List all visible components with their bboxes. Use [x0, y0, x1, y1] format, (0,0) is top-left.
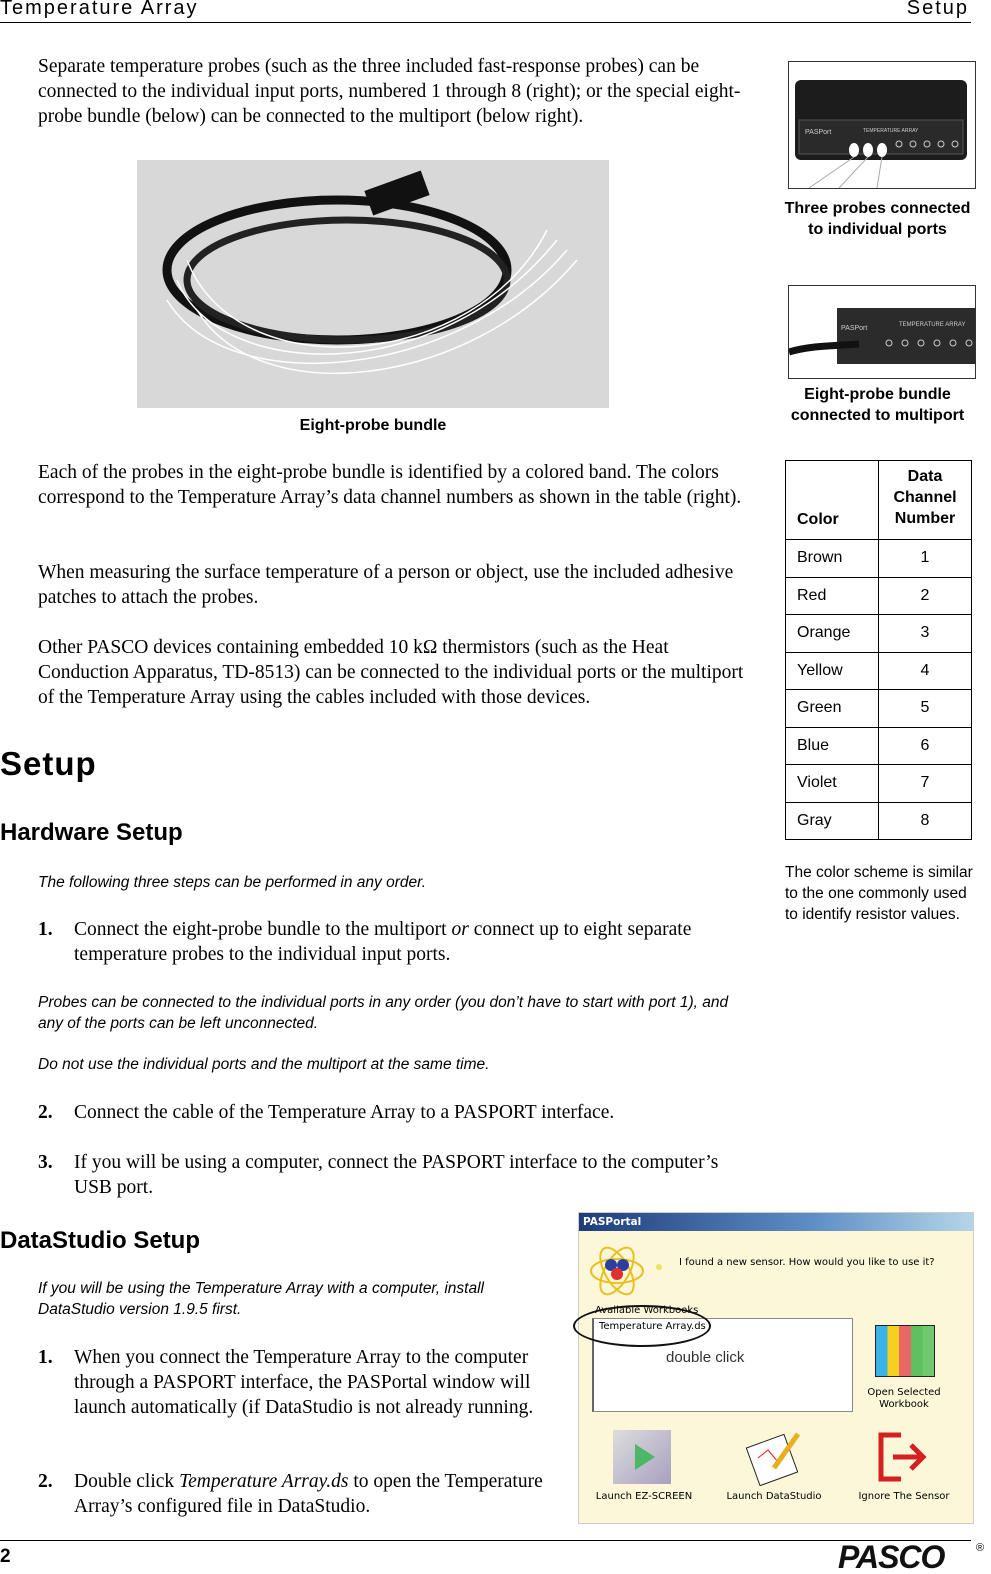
- header-section: Setup: [906, 0, 969, 19]
- table-row: [786, 652, 972, 690]
- color-cell: Violet: [786, 765, 879, 803]
- step-text: When you connect the Temperature Array to the computer through a PASPORT interface, the PASPortal window will launch automatically (if DataStudio is not already running.: [74, 1347, 534, 1418]
- three-probes-caption: Three probes connected to individual ports: [784, 200, 971, 238]
- header-title: Temperature Array: [0, 0, 199, 19]
- color-cell: Yellow: [786, 652, 879, 690]
- hardware-step-2: [38, 1100, 750, 1125]
- color-cell: Blue: [786, 727, 879, 765]
- channel-cell: 7: [879, 765, 972, 803]
- channel-cell: 2: [879, 577, 972, 615]
- svg-text:PASPort: PASPort: [805, 129, 832, 136]
- ez-screen-icon[interactable]: [613, 1430, 671, 1484]
- pasportal-window: [578, 1212, 974, 1524]
- sensor-message: I found a new sensor. How would you like to use it?: [679, 1257, 935, 1268]
- color-cell: Red: [786, 577, 879, 615]
- ports-note: Probes can be connected to the individual ports in any order (you don’t have to start with port 1), and any of the ports can be left unconnected.: [38, 994, 729, 1032]
- step-number: 2.: [38, 1102, 53, 1123]
- three-probes-photo: [788, 61, 976, 189]
- step-number: 1.: [38, 1347, 53, 1368]
- datastudio-step-1: [38, 1345, 558, 1420]
- svg-text:TEMPERATURE ARRAY: TEMPERATURE ARRAY: [899, 322, 966, 328]
- launch-datastudio-button[interactable]: Launch DataStudio: [726, 1491, 822, 1502]
- channel-cell: 5: [879, 690, 972, 728]
- table-row: [786, 727, 972, 765]
- intro-paragraph: Separate temperature probes (such as the three included fast-response probes) can be connected to the individual input ports, numbered 1 through 8 (right); or the special eight-probe bundle (below) can be connected to the multiport (below right).: [38, 56, 741, 127]
- workbook-icon[interactable]: [875, 1325, 935, 1377]
- page-number: 2: [0, 1546, 11, 1567]
- color-cell: Green: [786, 690, 879, 728]
- color-cell: Brown: [786, 540, 879, 578]
- ignore-sensor-icon[interactable]: [877, 1431, 933, 1483]
- svg-text:PASPort: PASPort: [841, 325, 868, 332]
- channel-cell: 6: [879, 727, 972, 765]
- setup-heading: Setup: [0, 745, 97, 782]
- table-row: [786, 690, 972, 728]
- color-cell: Gray: [786, 802, 879, 840]
- highlight-ellipse: [573, 1305, 711, 1347]
- step-number: 3.: [38, 1152, 53, 1173]
- table-row: [786, 577, 972, 615]
- step-number: 2.: [38, 1471, 53, 1492]
- footer-rule: [0, 1540, 971, 1541]
- step-text: If you will be using a computer, connect the PASPORT interface to the computer’s USB port.: [74, 1152, 719, 1198]
- pasco-logo: PASCO: [838, 1539, 945, 1574]
- color-channel-table: [785, 460, 972, 840]
- table-note: The color scheme is similar to the one commonly used to identify resistor values.: [785, 864, 973, 923]
- channel-cell: 1: [879, 540, 972, 578]
- hardware-step-3: [38, 1150, 750, 1200]
- atom-mascot-icon: [587, 1241, 672, 1301]
- bundle-multiport-caption: Eight-probe bundle connected to multiport: [790, 386, 965, 424]
- hardware-setup-heading: Hardware Setup: [0, 819, 183, 846]
- table-row: [786, 615, 972, 653]
- color-cell: Orange: [786, 615, 879, 653]
- eight-probe-bundle-photo: [137, 160, 609, 408]
- table-row: [786, 802, 972, 840]
- datastudio-note: If you will be using the Temperature Array with a computer, install DataStudio version 1.9.5 first.: [38, 1280, 484, 1318]
- step-number: 1.: [38, 919, 53, 940]
- launch-ez-screen-button[interactable]: Launch EZ-SCREEN: [595, 1491, 693, 1502]
- table-row: [786, 765, 972, 803]
- paragraph: When measuring the surface temperature of a person or object, use the included adhesive patches to attach the probes.: [38, 562, 734, 608]
- open-workbook-button[interactable]: Open Selected Workbook: [867, 1387, 941, 1410]
- channel-cell: 3: [879, 615, 972, 653]
- double-click-annotation: double click: [666, 1349, 745, 1366]
- hardware-step-1: [38, 917, 750, 967]
- hardware-note: The following three steps can be performed in any order.: [38, 874, 426, 891]
- paragraph: Other PASCO devices containing embedded 10 kΩ thermistors (such as the Heat Conduction Apparatus, TD-8513) can be connected to the individual ports or the multiport of the Temperature Array using the cables included with those devices.: [38, 637, 744, 708]
- step-text-or: or: [451, 919, 469, 940]
- step-text: Connect the eight-probe bundle to the multiport: [74, 919, 452, 940]
- column-header-channel: Data Channel Number: [879, 461, 972, 540]
- datastudio-setup-heading: DataStudio Setup: [0, 1227, 201, 1254]
- workbook-item[interactable]: Temperature Array.ds: [599, 1321, 706, 1332]
- table-row: [786, 540, 972, 578]
- step-text: connect up to eight separate temperature probes to the individual input ports.: [74, 919, 692, 965]
- datastudio-icon[interactable]: [744, 1428, 804, 1486]
- channel-cell: 8: [879, 802, 972, 840]
- step-text: to open the Temperature Array’s configured file in DataStudio.: [74, 1471, 543, 1517]
- workbooks-label: Available Workbooks: [595, 1305, 699, 1316]
- datastudio-step-2: [38, 1469, 558, 1519]
- header-rule: [0, 22, 971, 23]
- step-text: Double click: [74, 1471, 180, 1492]
- registered-mark: ®: [976, 1542, 985, 1554]
- ignore-sensor-button[interactable]: Ignore The Sensor: [858, 1491, 950, 1502]
- channel-cell: 4: [879, 652, 972, 690]
- svg-text:TEMPERATURE ARRAY: TEMPERATURE ARRAY: [863, 128, 919, 134]
- warning-note: Do not use the individual ports and the multiport at the same time.: [38, 1056, 490, 1073]
- bundle-multiport-photo: [788, 285, 976, 379]
- column-header-color: Color: [786, 461, 879, 540]
- window-title: PASPortal: [579, 1213, 973, 1231]
- paragraph: Each of the probes in the eight-probe bundle is identified by a colored band. The colors correspond to the Temperature Array’s data channel numbers as shown in the table (right).: [38, 462, 742, 508]
- file-name: Temperature Array.ds: [179, 1471, 349, 1492]
- step-text: Connect the cable of the Temperature Array to a PASPORT interface.: [74, 1102, 615, 1123]
- bundle-caption: Eight-probe bundle: [299, 417, 447, 434]
